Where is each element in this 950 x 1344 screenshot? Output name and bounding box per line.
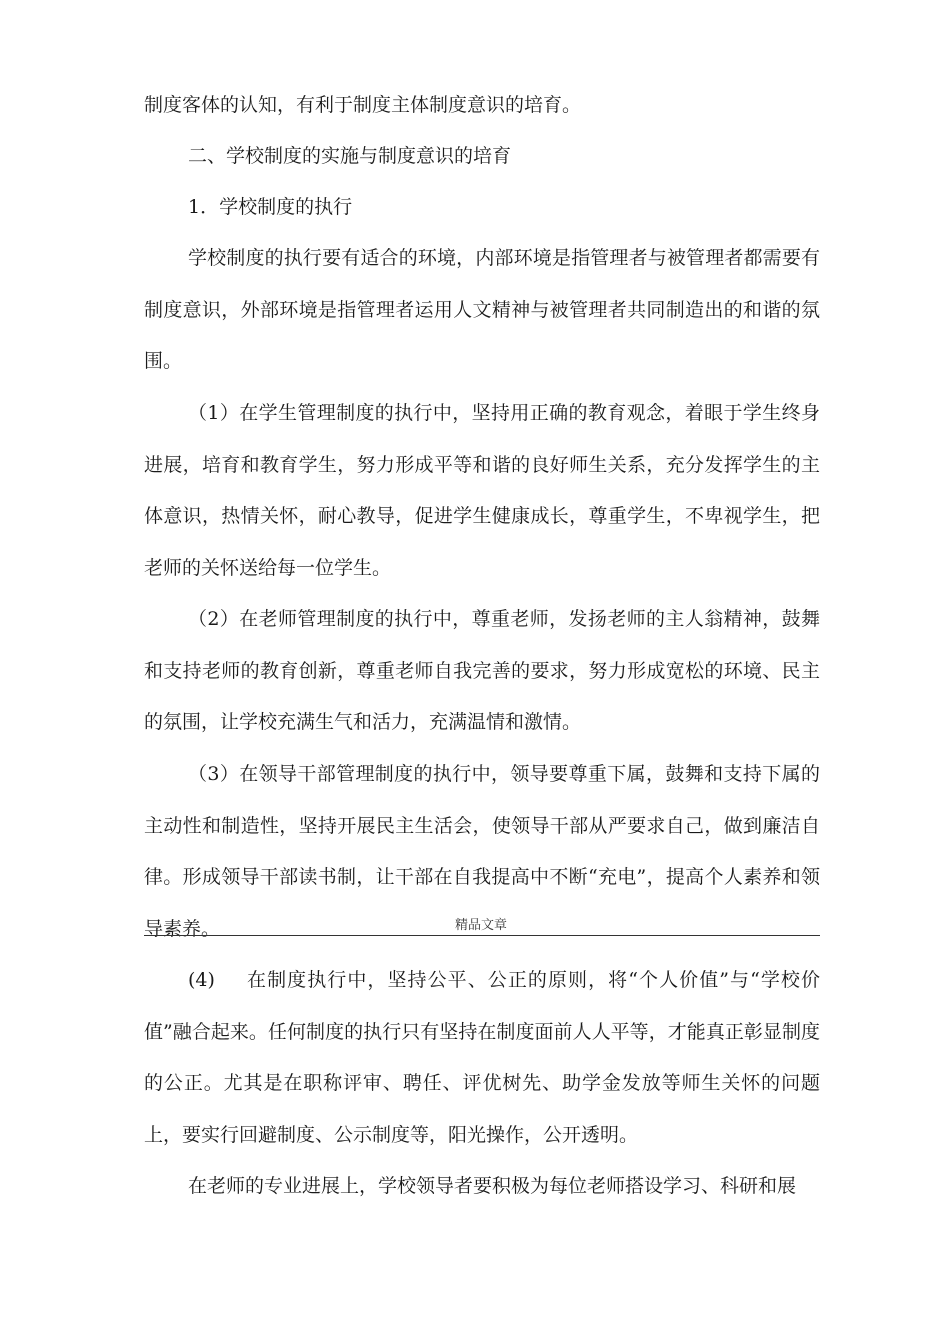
footer-divider xyxy=(144,935,820,936)
paragraph-teacher-management: （2）在老师管理制度的执行中，尊重老师，发扬老师的主人翁精神，鼓舞和支持老师的教育创新，尊重老师自我完善的要求，努力形成宽松的环境、民主的氛围，让学校充满生气和活力，充满温情和激情。 xyxy=(144,608,820,733)
paragraph-fairness xyxy=(144,955,820,1161)
subsection-heading: 1．学校制度的执行 xyxy=(188,196,353,218)
item-number-label: (4) xyxy=(188,969,215,991)
paragraph-leader-management: （3）在领导干部管理制度的执行中，领导要尊重下属，鼓舞和支持下属的主动性和制造性，坚持开展民主生活会，使领导干部从严要求自己，做到廉洁自律。形成领导干部读书制，让干部在自我提高中不断“充电”，提高个人素养和领导素养。 xyxy=(144,763,820,940)
paragraph-professional-development: 在老师的专业进展上，学校领导者要积极为每位老师搭设学习、科研和展 xyxy=(188,1175,797,1197)
paragraph-student-management: （1）在学生管理制度的执行中，坚持用正确的教育观念，着眼于学生终身进展，培育和教育学生，努力形成平等和谐的良好师生关系，充分发挥学生的主体意识，热情关怀，耐心教导，促进学生健康成长，尊重学生，不卑视学生，把老师的关怀送给每一位学生。 xyxy=(144,402,820,579)
text-line-continuation: 制度客体的认知，有利于制度主体制度意识的培育。 xyxy=(144,94,582,116)
footer-label: 精品文章 xyxy=(454,918,507,933)
paragraph-fairness-text: 在制度执行中，坚持公平、公正的原则，将“个人价值”与“学校价值”融合起来。任何制度的执行只有坚持在制度面前人人平等，才能真正彰显制度的公正。尤其是在职称评审、聘任、评优树先、助学金发放等师生关怀的问题上，要实行回避制度、公示制度等，阳光操作，公开透明。 xyxy=(144,969,820,1146)
paragraph-environment: 学校制度的执行要有适合的环境，内部环境是指管理者与被管理者都需要有制度意识，外部环境是指管理者运用人文精神与被管理者共同制造出的和谐的氛围。 xyxy=(144,247,820,372)
section-heading: 二、学校制度的实施与制度意识的培育 xyxy=(188,145,512,167)
